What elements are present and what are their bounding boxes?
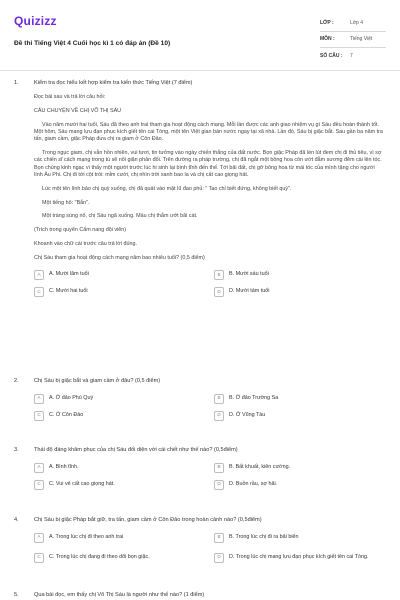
question-body — [34, 447, 384, 491]
passage-title: CÂU CHUYỆN VỀ CHỊ VÕ THỊ SÁU — [34, 107, 122, 114]
option-letter-box: C — [34, 480, 44, 490]
option-letter-box: A — [34, 394, 44, 404]
meta-key: LỚP : — [320, 20, 334, 27]
question-number: 1. — [14, 80, 19, 86]
answer-option-d[interactable] — [214, 410, 384, 422]
question-number: 2. — [14, 378, 19, 384]
option-letter-box: D — [214, 411, 224, 421]
option-text: D. Ở Vũng Tàu — [229, 411, 266, 418]
option-text: C. Vui vẻ cất cao giọng hát. — [49, 480, 115, 487]
instruction-text: Đọc bài sau và trả lời câu hỏi: — [34, 94, 106, 101]
option-text: B. Ở đảo Trường Sa — [229, 394, 279, 401]
option-text: C. Trong lúc chị đang đi theo dõi bọn giặc. — [49, 553, 150, 560]
question-number: 3. — [14, 447, 19, 453]
document-title: Đề thi Tiếng Việt 4 Cuối học kì 1 có đáp án (Đề 10) — [14, 40, 171, 47]
question-number: 4. — [14, 517, 19, 523]
answer-option-d[interactable] — [214, 286, 384, 298]
passage-paragraph: Một tiếng hô: "Bắn". — [42, 199, 90, 206]
answer-option-b[interactable] — [214, 269, 384, 281]
answer-option-a[interactable] — [34, 269, 204, 281]
instruction-text: Khoanh vào chữ cái trước câu trả lời đúng. — [34, 240, 137, 247]
answer-option-a[interactable] — [34, 462, 204, 474]
option-letter-box: D — [214, 287, 224, 297]
passage-paragraph: Vào năm mười hai tuổi, Sáu đã theo anh trai tham gia hoạt động cách mạng. Mỗi lần được các anh giao nhiệm vụ gì Sáu đều hoàn thành tốt. Một hôm, Sáu mang lựu đạn phục kích giết tên cai Tòng, một tên Việt gian bán nước ngay tại xã nhà. Lần đó, Sáu bị giặc bắt. Sau gần ba năm tra tấn, giam cầm, giặc Pháp đưa chị ra giam ở Côn Đảo. — [34, 121, 383, 143]
question-prompt: Kiểm tra đọc hiểu kết hợp kiểm tra kiến thức Tiếng Việt (7 điểm) — [34, 80, 193, 86]
option-letter-box: C — [34, 553, 44, 563]
meta-table — [320, 16, 386, 64]
meta-row-grade — [320, 16, 386, 32]
option-letter-box: C — [34, 287, 44, 297]
meta-row-question-count — [320, 48, 386, 64]
answer-option-b[interactable] — [214, 532, 384, 544]
question-prompt: Chị Sáu bị giặc Pháp bắt giữ, tra tấn, giam cầm ở Côn Đảo trong hoàn cảnh nào? (0,5điểm) — [34, 517, 262, 523]
reading-passage — [34, 94, 384, 262]
option-text: A. Mười lăm tuổi — [49, 271, 89, 278]
option-letter-box: B — [214, 533, 224, 543]
option-text: D. Buồn rầu, sợ hãi. — [229, 480, 278, 487]
passage-paragraph: Một tràng súng nổ, chị Sáu ngã xuống. Máu chị thắm ướt bãi cát. — [42, 213, 198, 220]
passage-paragraph: Lúc một tên lính bảo chị quỳ xuống, chị đã quát vào mặt lũ đao phủ: " Tao chỉ biết đứng, không biết quỳ". — [42, 185, 292, 192]
option-letter-box: A — [34, 533, 44, 543]
option-letter-box: C — [34, 411, 44, 421]
meta-key: SỐ CÂU : — [320, 52, 343, 59]
option-text: C. Ở Côn Đảo — [49, 411, 84, 418]
option-letter-box: D — [214, 553, 224, 563]
header-divider — [0, 70, 400, 71]
option-letter-box: D — [214, 480, 224, 490]
option-letter-box: B — [214, 463, 224, 473]
answer-option-d[interactable] — [214, 479, 384, 491]
option-text: B. Mười sáu tuổi — [229, 271, 269, 278]
option-text: B. Trong lúc chị đi ra bãi biển — [229, 533, 299, 540]
question-prompt: Qua bài đọc, em thấy chị Võ Thị Sáu là người như thế nào? (1 điểm) — [34, 592, 205, 598]
option-text: A. Ở đảo Phú Quý — [49, 394, 94, 401]
answer-option-b[interactable] — [214, 393, 384, 405]
meta-key: MÔN : — [320, 36, 335, 43]
answer-options — [34, 393, 384, 422]
question-prompt: Thái độ đáng khâm phục của chị Sáu đối diện với cái chết như thế nào? (0,5điểm) — [34, 447, 238, 453]
option-text: A. Bình tĩnh. — [49, 463, 79, 470]
sub-question: Chị Sáu tham gia hoạt động cách mạng năm bao nhiêu tuổi? (0,5 điểm) — [34, 254, 205, 261]
answer-option-a[interactable] — [34, 532, 204, 544]
meta-value: Lớp 4 — [350, 20, 364, 27]
answer-options — [34, 532, 384, 567]
answer-options — [34, 269, 384, 298]
question-body — [34, 80, 384, 298]
question-body — [34, 517, 384, 567]
answer-option-c[interactable] — [34, 410, 204, 422]
option-text: D. Mười tám tuổi — [229, 288, 270, 295]
passage-paragraph: Trong ngục giam, chị vẫn hồn nhiên, vui tươi, tin tưởng vào ngày chiến thắng của đất nước. Bọn giặc Pháp đã lén lút đem chị đi thủ tiêu, vì sợ các chiến sĩ cách mạng trong tù sẽ nổi giận phản đối. Trên đường ra pháp trường, chị đã ngắt một bông hoa còn ướt đẫm sương đêm cài lên tóc. Bọn chúng kinh ngạc vì thấy một người trước lúc hi sinh lại bình tĩnh đến thế. Tới bãi đất, chị gỡ bông hoa từ mái tóc của mình tặng cho người lính Âu Phi. Chị đi tới cột trói: mỉm cười, chị nhìn trời xanh bao la và chị cất cao giọng hát. — [34, 150, 382, 178]
option-letter-box: B — [214, 270, 224, 280]
passage-source: (Trích trong quyển Cẩm nang đội viên) — [34, 227, 127, 234]
answer-option-c[interactable] — [34, 549, 204, 567]
option-letter-box: B — [214, 394, 224, 404]
option-text: B. Bất khuất, kiên cường. — [229, 463, 291, 470]
option-text: C. Mười hai tuổi — [49, 288, 88, 295]
question-body — [34, 378, 384, 422]
answer-options — [34, 462, 384, 491]
option-text: D. Trong lúc chị mang lựu đạn phục kích giết tên cai Tòng. — [229, 553, 369, 560]
option-letter-box: A — [34, 270, 44, 280]
answer-option-b[interactable] — [214, 462, 384, 474]
option-text: A. Trong lúc chị đi theo anh trai — [49, 533, 124, 540]
answer-option-c[interactable] — [34, 286, 204, 298]
answer-option-d[interactable] — [214, 549, 384, 567]
answer-option-a[interactable] — [34, 393, 204, 405]
question-prompt: Chị Sáu bị giặc bắt và giam cầm ở đâu? (0,5 điểm) — [34, 378, 161, 384]
worksheet-header — [14, 10, 386, 65]
option-letter-box: A — [34, 463, 44, 473]
meta-value: Tiếng Việt — [350, 36, 373, 43]
answer-option-c[interactable] — [34, 479, 204, 491]
meta-value: 7 — [350, 52, 353, 59]
quizizz-logo: Quizizz — [14, 14, 57, 28]
meta-row-subject — [320, 32, 386, 48]
question-number: 5. — [14, 592, 19, 598]
question-body — [34, 592, 384, 600]
